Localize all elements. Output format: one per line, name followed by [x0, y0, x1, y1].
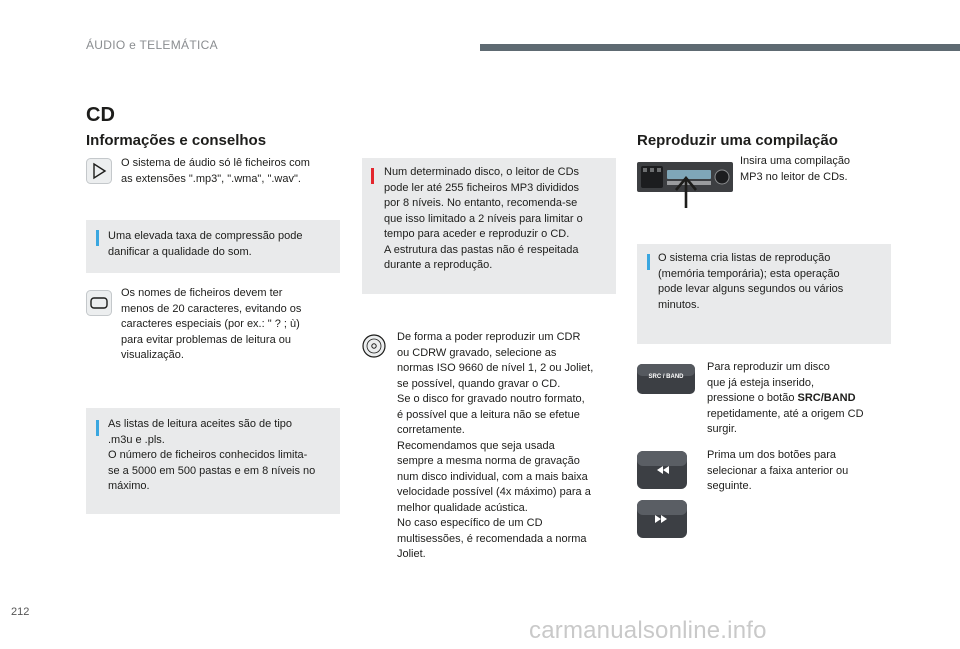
previous-track-button[interactable] [637, 451, 687, 494]
warning-icon [371, 168, 374, 184]
src-band-label: SRC / BAND [648, 374, 684, 380]
src-text [707, 360, 897, 438]
compression-note-text: Uma elevada taxa de compressão pode danificar a qualidade do som. [108, 230, 303, 258]
src-text-part2: repetidamente, até a origem CD surgir. [707, 407, 864, 435]
insert-text: Insira uma compilação MP3 no leitor de CDs. [740, 155, 851, 183]
chapter-title: ÁUDIO e TELEMÁTICA [86, 38, 218, 52]
insert-arrow-icon [671, 176, 701, 215]
warning-note-text: Num determinado disco, o leitor de CDs pode ler até 255 ficheiros MP3 divididos por 8 níveis. No entanto, recomenda-se que isso limitado a 2 níveis para limitar o tempo para aceder e reproduzir o CD. A estrutura das pastas não é respeitada durante a reprodução. [384, 166, 583, 271]
playlist-note-text: As listas de leitura aceites são de tipo .m3u e .pls. O número de ficheiros conhecidos limita- se a 5000 em 500 pastas e em 8 níveis no máximo. [108, 418, 316, 492]
section-title: CD [86, 104, 115, 126]
info-icon [647, 254, 650, 270]
info-icon [96, 230, 99, 246]
disc-icon [362, 334, 386, 363]
watermark: carmanualsonline.info [529, 617, 767, 644]
play-icon [86, 158, 112, 189]
play-text: O sistema de áudio só lê ficheiros com as extensões ".mp3", ".wma", ".wav". [121, 157, 310, 185]
compression-note [86, 220, 340, 273]
cdr-text: De forma a poder reproduzir um CDR ou CDRW gravado, selecione as normas ISO 9660 de nível 1, 2 ou Joliet, se possível, quando gravar o CD. Se o disco for gravado noutro formato, é possível que a leitura não se efetue corretamente. Recomendamos que seja usada sempre a mesma norma de gravação num disco individual, com a mais baixa velocidade possível (4x máximo) para a melhor qualidade acústica. No caso específico de um CD multisessões, é recomendada a norma Joliet. [397, 331, 594, 560]
src-band-button[interactable] [637, 364, 695, 394]
filenames-text: Os nomes de ficheiros devem ter menos de 20 caracteres, evitando os caracteres especiais (por ex.: " ? ; ù) para evitar problemas de leitura ou visualização. [121, 287, 302, 361]
next-track-button[interactable] [637, 500, 687, 543]
info-icon [96, 420, 99, 436]
left-subtitle: Informações e conselhos [86, 132, 267, 149]
display-icon [86, 290, 112, 321]
src-band-bold: SRC/BAND [797, 392, 856, 404]
right-subtitle: Reproduzir uma compilação [637, 132, 838, 149]
warning-note [362, 158, 616, 294]
header-bar [480, 44, 960, 51]
page-number: 212 [11, 606, 30, 618]
playlists-note-text: O sistema cria listas de reprodução (memória temporária); esta operação pode levar alguns segundos ou vários minutos. [658, 252, 844, 311]
src-text-part1: Para reproduzir um disco que já esteja inserido, pressione o botão [707, 361, 830, 404]
playlists-note [637, 244, 891, 344]
playlist-note [86, 408, 340, 514]
track-text: Prima um dos botões para selecionar a faixa anterior ou seguinte. [707, 449, 849, 492]
